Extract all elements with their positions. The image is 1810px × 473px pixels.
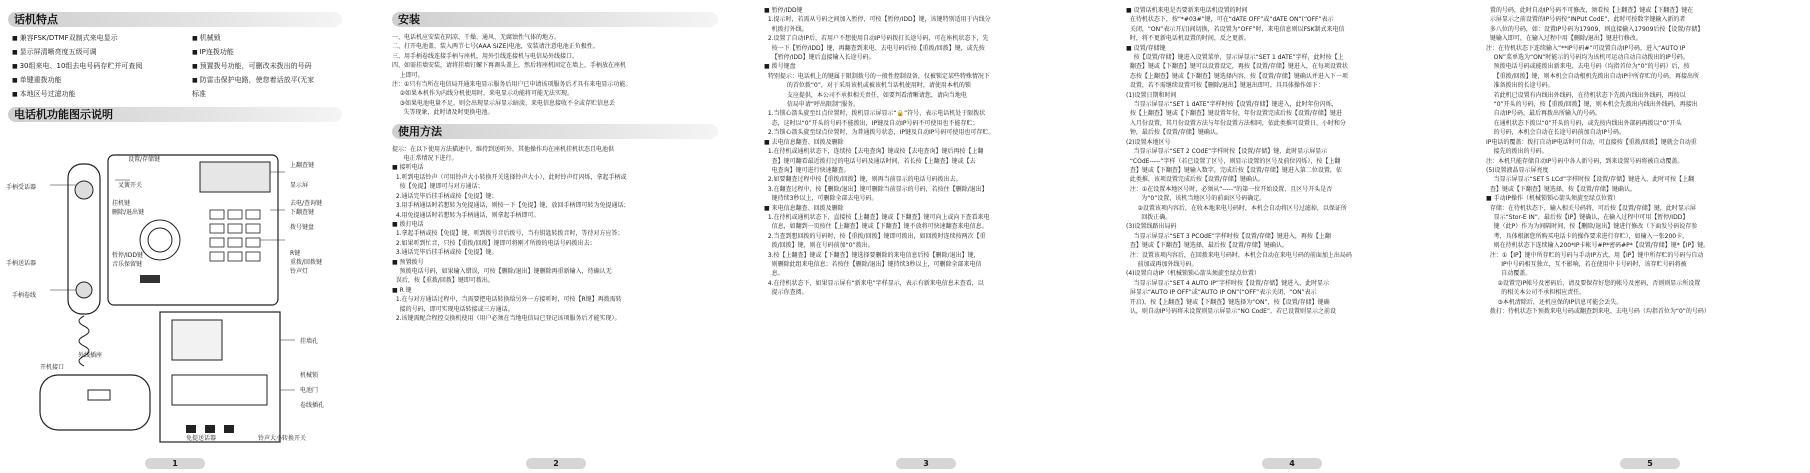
feature-item: ■ IP连拨功能 [192,47,342,57]
features-heading: 话机特点 [8,12,342,27]
feature-item: ■ 兼容FSK/DTMF双制式来电显示 [12,33,192,43]
label-up-key: 上翻查键 [290,162,315,169]
diagram-heading: 电话机功能图示说明 [8,107,342,122]
install-heading: 安装 [392,12,718,27]
page3-text: ■ 暂停/IDD键 1.提示时，若需从号码之间加入暂停，可按【暂停/IDD】键，该键特别适用于内线分 机拨打外线。 2.设置了自动IP后，若用户不想使用自动IP号码拨打长途号码，可在座机状态下，先 按一下【暂停/IDD】键，再翻查到来电、去电号码后按【重拨/回拨】键，或先按 【暂停/IDD】键后直接输入长途号码。 ■ 拨号键盘 特别提示：电话机上的键属于限制拨号的一般性控制设备，仅被锁定某些特殊情况下 的首位拨“0”，对于采用该机或被该机当话机使用时，请使用本机的锁 支应提供，本公司不承担相关责任，如要判看清晰请您，请向当地电 信局申请“呼出限制”服务。 1.当锁心箭头旋至红点位置时，拨机显示屏显示“🔒”符号，表示电话机处于限拨状 态，这时以“0”开头的号码不能拨出，IP键及自动IP号码不可使用也不能存贮； 2.当锁心箭头旋至绿点位置时，为普通拨号状态，IP键及自动IP号码可使用也可存贮。 ■ 去电信息翻查、回拨及删除 1.在待机或通机状态下，连续按【去电查询】键或按【去电查询】键后再按【上翻 查】键可翻看最近拨打过的电话号码及通话时间，若长按【上翻查】键或【去 电查询】键可进行快速翻查。 2.如要翻查过程中按【重拨/回拨】键，则再当前显示的电话号码拨出去。 3.在翻查过程中，按【删除/退出】键可删除当前显示的号码，若按住【删除/退出】 键持续3秒以上，可删除全部去电号码。 ■ 来电信息翻查、回拨及删除 1.在待机或通机状态下，直接按【上翻查】键或【下翻查】键可向上或向下查看来电 信息，如翻到一页按住【上翻查】键或【下翻查】键不放将可快速翻查来电信息。 2.当查到想回拨的号码时，按【重拨/回拨】键即可拨出，如回拨时连续按两次【重 拨/回拨】键，则在号码前加“0”拨出。 3.按【上翻查】键或【下翻查】键选择要删除的来电信息后按【删除/退出】键， 则删除此组来电信息；若按住【删除/退出】键持续3秒以上，可删除全部来电信 息。 4.在待机状态下，如果显示屏有“新来电”字样显示，表示有新来电信息未查看，以 提示你查阅。 [764,7,995,297]
receiver-icon [75,181,93,199]
label-flash-key: 去电/查询键 下翻查键 [290,200,323,216]
battery-door [172,375,267,405]
page-number: 1 [145,458,205,469]
label-handset-receiver: 手柄受话器 [6,184,37,191]
feature-item: ■ 30组来电、10组去电号码存贮并可查阅 [12,61,192,71]
page-number: 2 [526,458,586,469]
page-number: 3 [896,458,956,469]
phone-diagram [0,150,350,450]
label-lock: 机械锁 [300,372,319,379]
label-ext-line: 外线插座 [78,352,103,359]
page-2 [384,0,726,473]
feature-item: ■ 防雷击保护电路，使您着话放平(无家 [192,75,342,85]
handset-back [40,375,150,430]
label-digit-keypad: 拨号键盘 [290,224,315,231]
feature-item: ■ 显示屏清晰亮度五级可调 [12,47,192,57]
page-4 [1118,0,1468,473]
lcd-display [200,162,270,192]
features-list [8,33,342,99]
mic-icon [76,282,92,298]
label-wall-hole: 挂墙孔 [300,338,319,345]
label-redial-delete: 挂机键 删除/退出键 [112,200,145,216]
usage-text: 提示：在以下使用方法描述中，维持到送听外，其他操作均在座机挂机状态且电池供 电正常情况下进行。 ■ 接听电话 1.听到电话铃声（可用铃声大小转换开关选择铃声大小），此时铃声灯闪烁，拿起手柄或 按【免提】键即可与对方通话； 2.通话完毕后挂手柄或按【免提】键； 3.用手柄通话时若想转为免提通话，则按一下【免提】键，放回手柄即可转为免提通话； 4.用免提通话时若想转为手柄通话，则拿起手柄即可。 ■ 拨打电话 1.拿起手柄或按【免提】键，听到拨号音后拨号，当有钥匙转拨音时，等待对方应答； 2.如果听到忙音，只按【重拨/回拨】键即可将刚才所拨的电话号码拨出去； 3.通话完毕后挂手柄或按【免提】键。 ■ 预置拨号 预拨电话号码，如果输入错误，可按【删除/退出】键删除再重新输入，待确认无 误后，按【重拨/回拨】键即可拨出。 ■ R 键 1.在与对方通话过程中，当需要把电话转换给另外一方接听时，可按【R键】再拨需转 接的号码，即可实现电话转接或三方通话。 2.该键需配合程控交换机使用（用户必须在当地电信局已登记该项服务后才能实现）。 [392,145,630,322]
label-set-store: 设置/存储键 [128,156,161,163]
label-hook: 叉簧开关 [118,182,143,189]
label-redial: R键 重拨/回拨键 [290,250,323,266]
feature-item: ■ 预置拨号功能，可删改未拨出的号码 [192,61,342,71]
label-handset-jack: 开机接口 [40,364,65,371]
label-cord: 手柄卷线 [12,292,37,299]
page-number: 4 [1262,458,1322,469]
wall-hole [172,320,222,360]
pause-key [140,275,160,283]
usage-heading: 使用方法 [392,124,718,139]
page-5 [1478,0,1810,473]
page-3 [756,0,1096,473]
page-number: 5 [1620,458,1680,469]
label-pause: 暂停/IDD键 音乐保留键 [112,252,144,268]
label-volume: 铃声大小转换开关 [258,435,307,442]
label-display: 显示屏 [290,182,309,189]
label-battery: 电池门 [300,387,319,394]
handset-jack [88,390,110,400]
feature-item: ■ 本地区号过滤功能 [12,89,192,99]
feature-item: ■ 单键重拨功能 [12,75,192,85]
page4-text: ■ 设置话机来电是否要新来电话机设置的时间 在待机状态下，按“*#03#”键，可在“dATE OFF”或“dATE ON”(“OFF”表示 关闭，“ON”表示开启)间切换，若设置为“OFF”时，来电信息则以FSK制式来电信 时，将不更新电话机设置的时间，反之更新。 ■ 设置/存储键 按【设置/存储】键进入设置菜单，显示屏显示“SET 1 dATE”字样，此时按【上 翻查】键或【下翻查】键可以设置设定，再按【设置/存储】键进入，在每项设置状 态按【上翻查】键或【下翻查】键选择内容，按【设置/存储】键确认并进入下一项 设置，若不需继续设置可按【删除/退出】键退出即可，具具体操作如下： (1)设置日期和时间 当显示屏显示“SET 1 dATE”字样时按【设置/存储】键进入，此时年份闪烁， 按【上翻查】键或【下翻查】键设置年份，年份设置完成后按【设置/存储】键进 入月份设置，其月份设置方法与年份设置方法相同，依此类推可设置日、小时和分 钟，最后按【设置/存储】键确认。 (2)设置本地区号 当显示屏显示“SET 2 COdE”字样时按【设置/存储】键，此时显示屏显示 “COdE-----”字样（若已设置了区号，则显示设置的区号及前位闪烁），按【上翻 查】键或【下翻查】键输入数字，完成后按【设置/存储】键进入第二位设置，依 此类推，该项设置完成后按【设置/存储】键确认。 注：①在设置本地区号时，必须从“-----”的第一位开始设置，且区号开头是否 为“0”设置，该机当地区号的前面区号码确定。 ②设置该项内容后，在收本地来电号码时，本机会自动将区号过滤掉，以保证所 回拨正确。 (3)设置线路出局码 当显示屏显示“SET 3 PCOdE”字样时按【设置/存储】键进入，再按【上翻 查】键或【下翻查】键选择，最后按【设置/存储】键确认。 注：设置该项内容后，在回拨来电号码时，本机会自动在来电号码的前面加上出局码 前加或再加外线号码。 (4)设置自动IP（机械锁锁心箭头须旋至绿点位置） 当显示屏显示“SET 4 AUTO IP”字样时按【设置/存储】键进入，此时显示 屏显示“AUTO IP OFF”或“AUTO IP ON”(“OFF”表示关闭，“ON”表示 开启)，按【上翻查】键或【下翻查】键选择为“ON”，按【设置/存储】键确 认，则自动IP号码将未设置则显示屏显示“NO CodE”，若已设置则显示之前设 [1126,7,1352,315]
label-mic: 免提送话器 [186,435,217,442]
volume-switch [186,425,196,433]
cord-jack [205,425,215,433]
feature-item: 标准 [192,90,206,98]
label-ringer: 铃声灯 [290,268,309,275]
line-jack [224,425,234,433]
label-cord-jack: 卷线插孔 [300,402,325,409]
label-handset-mic: 手柄送话器 [6,260,37,267]
install-text: 一、电话机应安装在阴凉、干燥、通风、无腐蚀性气体的地方。 二、打开电池盖，装入两节七号(AAA SIZE)电池，安装请注意电池正负极性。 三、用手柄卷线连接手柄与座机，用外引线连接机与电信局外线接口。 四、如需挂墙安装，请将挂墙钉螺下再调头盖上，然后将座机固定在墙上，手柄放在座机 上即可。 注：①只有当所在电信局开通来电显示服务后用户已申请该项服务后才具有来电显示功能。 ②如果本机作为内线分机使用时，来电显示功能将可能无法实现。 ③如果电池电量不足，则会出现显示屏显示暗淡、来电信息接收不全或存贮信息丢 失等现象，此时请及时更换电池。 [392,34,632,117]
page5-text: 置的号码，此时自动IP号码不可修改，须看按【上翻查】键或【下翻查】键在 示屏显示之前设置的IP号码按“INPUt CodE”，此时可按数字键输入新的者 多八位的号码，如：设置IP号码为17909，则直接输入17909后按【设置/存储】 键输入即可，在输入过程中用【删除/退出】键进行修改。 注：在待机状态下连续输入“**IP号码#”可设置自动IP号码，进入“AUTO IP ON”菜单选为“ON”时能示的号码均为该机可运动自动自动拨出的IP号码。 预拨电话号码或能拨出新来电、去电号码（均指首位为“0”的号码）后，按 【重拨/回拨】键，则本机会自动根机先拨出自动IP中所存贮的号码，再接出所 准备拨出的长途号码。 若此机已设置有内线出外线码，在待机状态下先拨内线出外线码，再按以 “0”开头的号码，按【重拨/回拨】键，则本机会先拨出内线出外线码，再接出 自动IP号码，最后再拨出所输入的号码。 在通机状态下拨以“0”开头的号码，或先按内线出外部码再拨以“0”开头 的号码，本机会自动在长途号码前加自动IP号码。 IP电话的覆盖：拨打自动IP电话时可自动，可直接按【重拨/回拨】键就会自动重 接先的拨出的号码。 注：本机只能存储自动IP号码中各人新号码，到来设置号码将被自动覆盖。 (5)设置液晶显示屏亮度 当显示屏显示“SET 5 LCd”字样时按【设置/存储】键进入，此时可按【上翻 查】键或【下翻查】键选择，按【设置/存储】键确认。 ■ 手动IP操作（机械锁锁心箭头须旋至绿点位置） 存储：在待机状态下，输入相关号码将，可后按【设置/存储】键，此时显示屏 显示“Stor-E IN”，最后按【IP】键确认，在输入过程中可用【暂停/IDD】 键（此P）作为为间隔时间，按【删除/退出】键进行修改（下面发号码说存参 考，具体根据您所购买电话卡的操作要求进行存贮），如输入一张200卡， 则在待机状态下连续输入200*IP卡帐号#P*密码#P*【设置/存储】键*【IP】键。 注：①【IP】键中所存贮的号码与手动IP方式，用【IP】键中所存贮的号码与自动 IP中号码相互独立，互不影响，若在使用中卡号码时，该存贮号码将被 自动覆盖。 ②设置完IP帐号及密码后，请及要保存好您的帐号及密码，否则则显示所设置 的相关本公司不承担相应责任。 ③本机清除后，还机应保的IP信息可能会丢失。 拨打：待机状态下预拨来电号码或翻查到来电、去电号码（均指首位为“0”的号码） [1486,7,1710,315]
feature-item: ■ 机械锁 [192,33,342,43]
